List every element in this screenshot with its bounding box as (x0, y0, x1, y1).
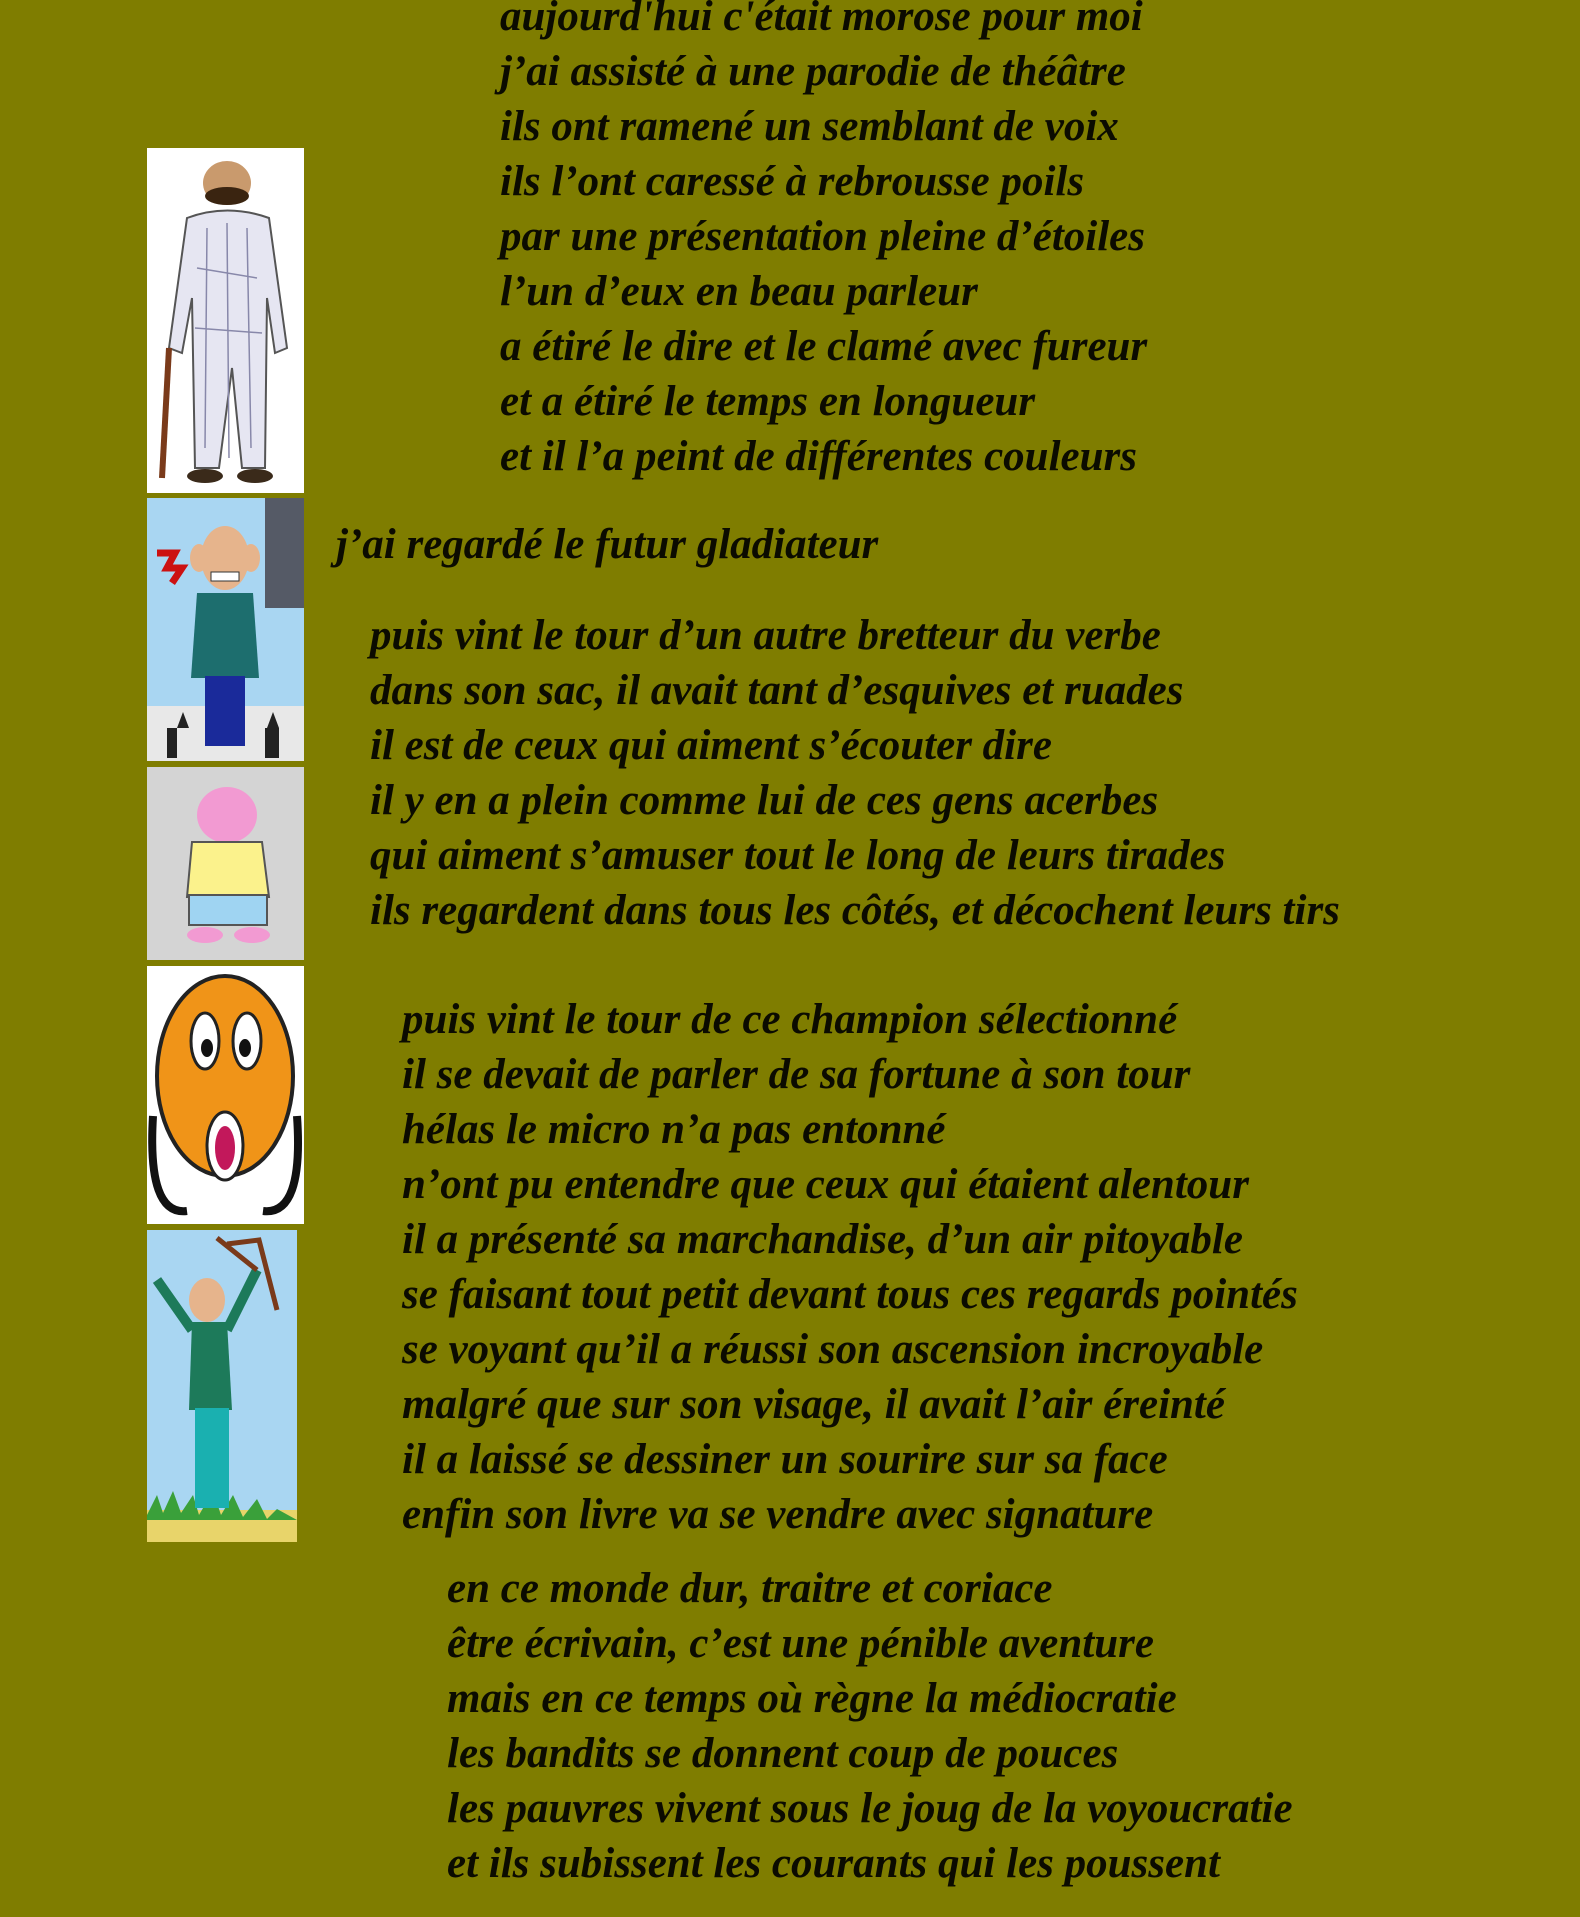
verse-line: aujourd'hui c'était morose pour moi (500, 0, 1143, 40)
angry-man-icon (147, 498, 304, 761)
shocked-face-icon (147, 966, 304, 1224)
verse-line: il se devait de parler de sa fortune à son tour (402, 1051, 1191, 1098)
verse-line: a étiré le dire et le clamé avec fureur (500, 323, 1148, 370)
verse-line: se voyant qu’il a réussi son ascension incroyable (402, 1326, 1264, 1373)
shocked-face-cartoon (147, 966, 304, 1224)
angry-man-cartoon (147, 498, 304, 761)
cheering-old-man-cartoon (147, 1230, 297, 1542)
verse-line: ils l’ont caressé à rebrousse poils (500, 158, 1085, 205)
verse-line: l’un d’eux en beau parleur (500, 268, 978, 315)
verse-line: il a présenté sa marchandise, d’un air pitoyable (402, 1216, 1243, 1263)
verse-line: mais en ce temps où règne la médiocratie (447, 1675, 1177, 1722)
verse-line: dans son sac, il avait tant d’esquives et ruades (370, 667, 1184, 714)
cheering-old-man-icon (147, 1230, 297, 1542)
verse-line: il y en a plein comme lui de ces gens acerbes (370, 777, 1159, 824)
verse-line: j’ai regardé le futur gladiateur (336, 521, 879, 568)
verse-line: les bandits se donnent coup de pouces (447, 1730, 1119, 1777)
stanza-5 (447, 1561, 1293, 1891)
stanza-4 (402, 992, 1298, 1542)
verse-line: hélas le micro n’a pas entonné (402, 1106, 946, 1153)
verse-line: il est de ceux qui aiment s’écouter dire (370, 722, 1052, 769)
verse-line: et a étiré le temps en longueur (500, 378, 1036, 425)
verse-line: puis vint le tour de ce champion sélectionné (402, 996, 1178, 1043)
stanza-1 (500, 0, 1147, 484)
verse-line: par une présentation pleine d’étoiles (500, 213, 1145, 260)
old-man-walking-cartoon (147, 148, 304, 493)
shy-child-icon (147, 767, 304, 960)
verse-line: en ce monde dur, traitre et coriace (447, 1565, 1053, 1612)
verse-line: j’ai assisté à une parodie de théâtre (500, 48, 1126, 95)
verse-line: enfin son livre va se vendre avec signature (402, 1491, 1154, 1538)
verse-line: et ils subissent les courants qui les poussent (447, 1840, 1220, 1887)
verse-line: qui aiment s’amuser tout le long de leurs tirades (370, 832, 1226, 879)
shy-child-cartoon (147, 767, 304, 960)
verse-line: ils regardent dans tous les côtés, et décochent leurs tirs (370, 887, 1340, 934)
verse-line: être écrivain, c’est une pénible aventure (447, 1620, 1154, 1667)
verse-line: et il l’a peint de différentes couleurs (500, 433, 1137, 480)
old-man-walking-icon (147, 148, 304, 493)
stanza-2 (336, 517, 878, 572)
verse-line: n’ont pu entendre que ceux qui étaient alentour (402, 1161, 1249, 1208)
verse-line: se faisant tout petit devant tous ces regards pointés (402, 1271, 1298, 1318)
verse-line: il a laissé se dessiner un sourire sur sa face (402, 1436, 1168, 1483)
verse-line: ils ont ramené un semblant de voix (500, 103, 1119, 150)
verse-line: puis vint le tour d’un autre bretteur du verbe (370, 612, 1161, 659)
stanza-3 (370, 608, 1340, 938)
verse-line: les pauvres vivent sous le joug de la voyoucratie (447, 1785, 1293, 1832)
verse-line: malgré que sur son visage, il avait l’air éreinté (402, 1381, 1225, 1428)
